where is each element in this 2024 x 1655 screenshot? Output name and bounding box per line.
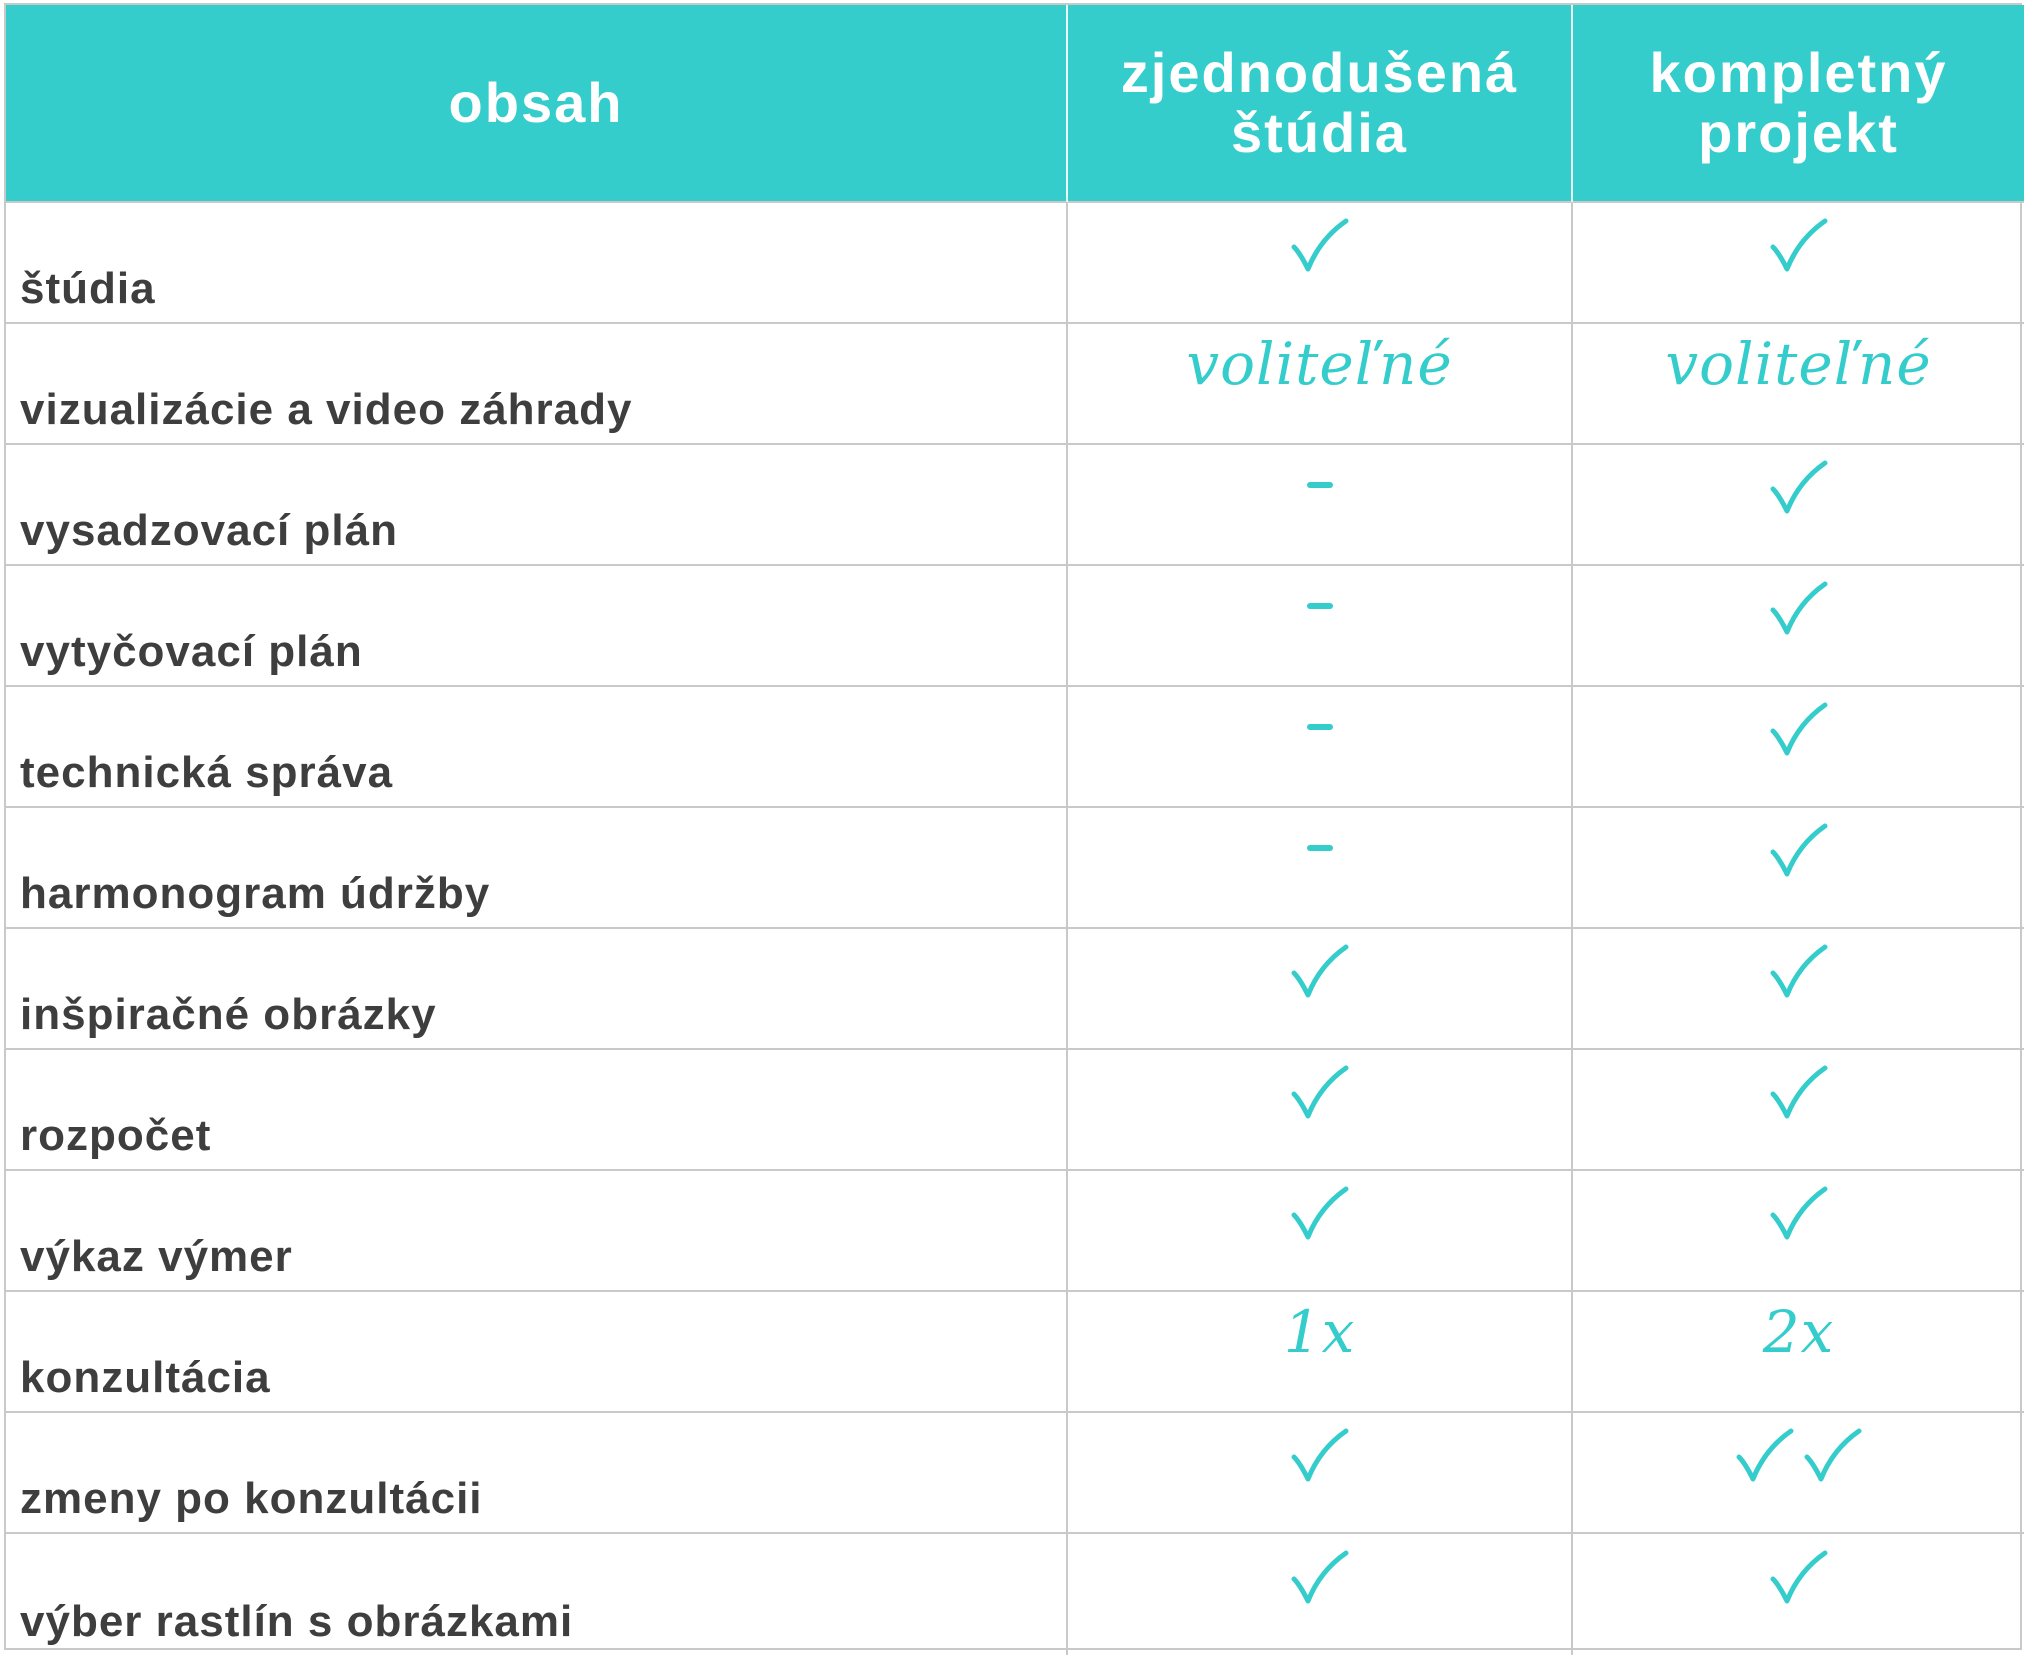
- cell-note-text: voliteľné: [1665, 329, 1932, 398]
- simplified-study-cell: [1068, 566, 1573, 687]
- row-label-cell: [6, 1050, 1068, 1171]
- simplified-study-cell: [1068, 445, 1573, 566]
- row-label: vysadzovací plán: [20, 506, 398, 555]
- header-complete-line1: kompletný: [1649, 41, 1948, 104]
- row-label: vizualizácie a video záhrady: [20, 385, 633, 434]
- row-label-cell: [6, 324, 1068, 445]
- row-label-cell: [6, 929, 1068, 1050]
- cell-note: [1068, 284, 1571, 443]
- row-label-cell: [6, 1292, 1068, 1413]
- row-label-cell: [6, 566, 1068, 687]
- row-label: vytyčovací plán: [20, 627, 363, 676]
- row-label: rozpočet: [20, 1111, 212, 1160]
- row-label: inšpiračné obrázky: [20, 990, 437, 1039]
- header-content: [6, 5, 1068, 203]
- cell-note-text: voliteľné: [1186, 329, 1453, 398]
- row-label: zmeny po konzultácii: [20, 1474, 483, 1523]
- dash-mark: [1307, 603, 1333, 609]
- header-simplified-line2: štúdia: [1231, 101, 1408, 164]
- simplified-study-cell: [1068, 1534, 1573, 1655]
- complete-project-cell: [1573, 1534, 2024, 1655]
- header-simplified-line1: zjednodušená: [1120, 41, 1519, 104]
- row-label: výkaz výmer: [20, 1232, 293, 1281]
- row-label: harmonogram údržby: [20, 869, 491, 918]
- header-complete-line2: projekt: [1698, 101, 1899, 164]
- dash-mark: [1307, 724, 1333, 730]
- row-label: konzultácia: [20, 1353, 271, 1402]
- simplified-study-cell: [1068, 324, 1573, 445]
- row-label-cell: [6, 1413, 1068, 1534]
- row-label-cell: [6, 1534, 1068, 1655]
- row-label: štúdia: [20, 264, 156, 313]
- row-label-cell: [6, 687, 1068, 808]
- cell-note-text: 1x: [1283, 1297, 1356, 1366]
- row-label: výber rastlín s obrázkami: [20, 1597, 574, 1646]
- row-label-cell: [6, 1171, 1068, 1292]
- dash-icon: [1068, 687, 1571, 806]
- cell-note-text: 2x: [1762, 1297, 1835, 1366]
- dash-mark: [1307, 845, 1333, 851]
- dash-icon: [1068, 445, 1571, 564]
- dash-mark: [1307, 482, 1333, 488]
- checkmark-icon: [1068, 1502, 1571, 1655]
- comparison-table: [4, 3, 2022, 1650]
- header-content-label: obsah: [448, 71, 624, 134]
- row-label-cell: [6, 203, 1068, 324]
- checkmark-icon: [1573, 1502, 2024, 1655]
- simplified-study-cell: [1068, 687, 1573, 808]
- row-label: technická správa: [20, 748, 394, 797]
- dash-icon: [1068, 566, 1571, 685]
- row-label-cell: [6, 808, 1068, 929]
- row-label-cell: [6, 445, 1068, 566]
